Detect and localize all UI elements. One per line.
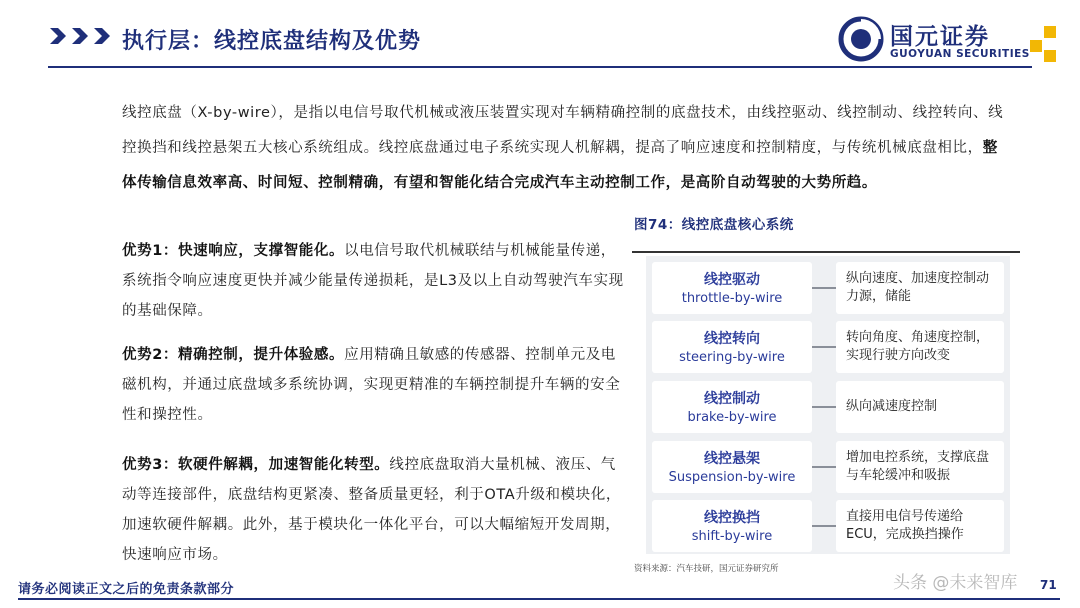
system-name-en: Suspension-by-wire	[668, 470, 796, 485]
header-chevron-icons	[48, 26, 112, 46]
chevron-right-icon	[48, 26, 68, 46]
system-name-cn: 线控悬架	[704, 451, 760, 467]
advantage-text: 以电信号取代机械联结与机械能量传递，系统指令响应速度更快并减少能量传递损耗，是L3及以上自动驾驶汽车实现的基础保障。	[122, 243, 624, 319]
page-title: 执行层：线控底盘结构及优势	[122, 29, 422, 54]
system-row-suspension	[652, 441, 1004, 493]
header-divider	[48, 66, 1032, 68]
system-description: 增加电控系统，支撑底盘与车轮缓冲和吸振	[836, 441, 1004, 493]
advantage-title: 优势3：软硬件解耦，加速智能化转型。	[122, 457, 390, 473]
advantage-text: 线控底盘取消大量机械、液压、气动等连接部件，底盘结构更紧凑、整备质量更轻，利于OTA升级和模块化，加速软硬件解耦。此外，基于模块化一体化平台，可以大幅缩短开发周期，快速响应市场。	[122, 457, 621, 563]
logo-text-cn: 国元证券	[890, 24, 990, 50]
disclaimer-note: 请务必阅读正文之后的免责条款部分	[18, 582, 235, 597]
system-label-box	[652, 441, 812, 493]
figure-source: 资料来源：汽车技研，国元证券研究所	[634, 564, 779, 574]
system-name-cn: 线控制动	[704, 391, 760, 407]
figure-title: 图74：线控底盘核心系统	[634, 217, 794, 233]
system-description: 纵向减速度控制	[836, 381, 1004, 433]
advantage-title: 优势1：快速响应，支撑智能化。	[122, 243, 345, 259]
system-name-en: throttle-by-wire	[681, 291, 783, 306]
logo-emblem-icon	[838, 16, 884, 62]
company-logo	[838, 16, 1060, 64]
system-description: 转向角度、角速度控制，实现行驶方向改变	[836, 321, 1004, 373]
advantage-title: 优势2：精确控制，提升体验感。	[122, 347, 345, 363]
intro-text: 线控底盘（X-by-wire），是指以电信号取代机械或液压装置实现对车辆精确控制的底盘技术，由线控驱动、线控制动、线控转向、线控换挡和线控悬架五大核心系统组成。线控底盘通过电子系统实现人机解耦，提高了响应速度和控制精度，与传统机械底盘相比，	[122, 105, 1004, 156]
logo-squares-icon	[1024, 26, 1058, 62]
system-label-box	[652, 262, 812, 314]
system-label-box	[652, 381, 812, 433]
watermark: 头条 @未来智库	[893, 573, 1018, 593]
system-name-cn: 线控换挡	[704, 510, 760, 526]
system-row-throttle	[652, 262, 1004, 314]
footer-divider	[18, 598, 1060, 600]
connector-line	[812, 525, 836, 527]
system-name-cn: 线控转向	[704, 331, 760, 347]
system-name-en: shift-by-wire	[691, 529, 773, 544]
connector-line	[812, 406, 836, 408]
system-row-shift	[652, 500, 1004, 552]
advantage-3	[122, 450, 630, 570]
chevron-right-icon	[92, 26, 112, 46]
system-description: 直接用电信号传递给ECU，完成换挡操作	[836, 500, 1004, 552]
intro-paragraph	[122, 96, 1012, 201]
system-label-box	[652, 321, 812, 373]
system-row-brake	[652, 381, 1004, 433]
chevron-right-icon	[70, 26, 90, 46]
system-row-steering	[652, 321, 1004, 373]
connector-line	[812, 346, 836, 348]
advantage-1	[122, 236, 630, 326]
connector-line	[812, 287, 836, 289]
logo-text-en: GUOYUAN SECURITIES	[890, 48, 1030, 60]
figure-divider	[632, 251, 1020, 253]
page-number: 71	[1040, 578, 1057, 592]
system-name-cn: 线控驱动	[704, 272, 760, 288]
advantage-2	[122, 340, 630, 430]
system-name-en: steering-by-wire	[679, 350, 785, 365]
system-label-box	[652, 500, 812, 552]
connector-line	[812, 466, 836, 468]
system-description: 纵向速度、加速度控制动力源，储能	[836, 262, 1004, 314]
intro-bold-text: 整体传输信息效率高、时间短、控制精确，有望和智能化结合完成汽车主动控制工作，是高阶自动驾驶的大势所趋。	[122, 140, 998, 191]
advantage-text: 应用精确且敏感的传感器、控制单元及电磁机构，并通过底盘域多系统协调，实现更精准的车辆控制提升车辆的安全性和操控性。	[122, 347, 621, 423]
system-name-en: brake-by-wire	[687, 410, 777, 425]
